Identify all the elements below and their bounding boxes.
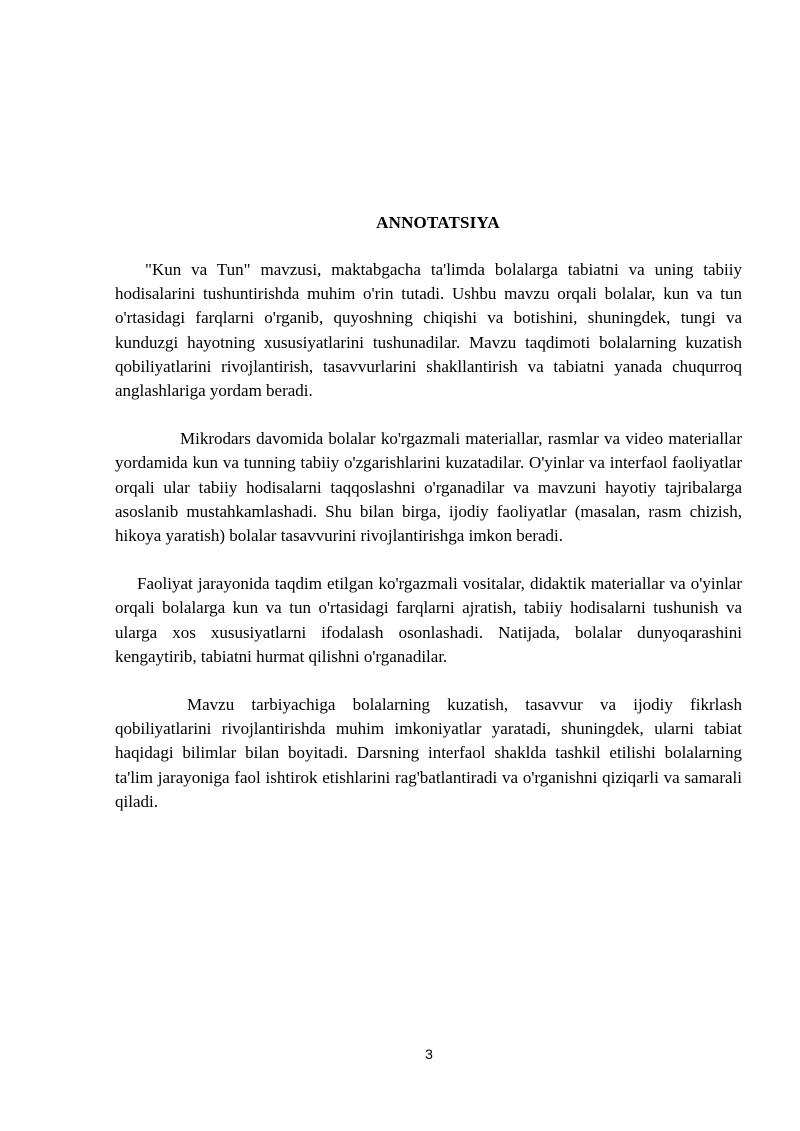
- paragraph-1: "Kun va Tun" mavzusi, maktabgacha ta'limda bolalarga tabiatni va uning tabiiy hodisalarini tushuntirishda muhim o'rin tutadi. Ushbu mavzu orqali bolalar, kun va tun o'rtasidagi farqlarni o'rganib, quyoshning chiqishi va botishini, shuningdek, tungi va kunduzgi hayotning xususiyatlarini tushunadilar. Mavzu taqdimoti bolalarning kuzatish qobiliyatlarini rivojlantirish, tasavvurlarini shakllantirish va tabiatni yanada chuqurroq anglashlariga yordam beradi.: [115, 260, 742, 401]
- paragraph-4: Mavzu tarbiyachiga bolalarning kuzatish, tasavvur va ijodiy fikrlash qobiliyatlarini rivojlantirishda muhim imkoniyatlar yaratadi, shuningdek, ularni tabiat haqidagi bilimlar bilan boyitadi. Darsning interfaol shaklda tashkil etilishi bolalarning ta'lim jarayoniga faol ishtirok etishlarini rag'batlantiradi va o'rganishni qiziqarli va samarali qiladi.: [115, 695, 742, 811]
- paragraph-2: Mikrodars davomida bolalar ko'rgazmali materiallar, rasmlar va video materiallar yordamida kun va tunning tabiiy o'zgarishlarini kuzatadilar. O'yinlar va interfaol faoliyatlar orqali ular tabiiy hodisalarni taqqoslashni o'rganadilar va mavzuni hayotiy tajribalarga asoslanib mustahkamlashadi. Shu bilan birga, ijodiy faoliyatlar (masalan, rasm chizish, hikoya yaratish) bolalar tasavvurini rivojlantirishga imkon beradi.: [115, 429, 742, 546]
- page-title: ANNOTATSIYA: [376, 213, 500, 232]
- paragraph-3: Faoliyat jarayonida taqdim etilgan ko'rgazmali vositalar, didaktik materiallar va o'yinlar orqali bolalarga kun va tun o'rtasidagi farqlarni ajratish, tabiiy hodisalarni tushunish va ularga xos xususiyatlarni ifodalash osonlashadi. Natijada, bolalar dunyoqarashini kengaytirib, tabiatni hurmat qilishni o'rganadilar.: [115, 574, 742, 666]
- annotation-body: [115, 258, 742, 814]
- page-number: 3: [425, 1046, 433, 1062]
